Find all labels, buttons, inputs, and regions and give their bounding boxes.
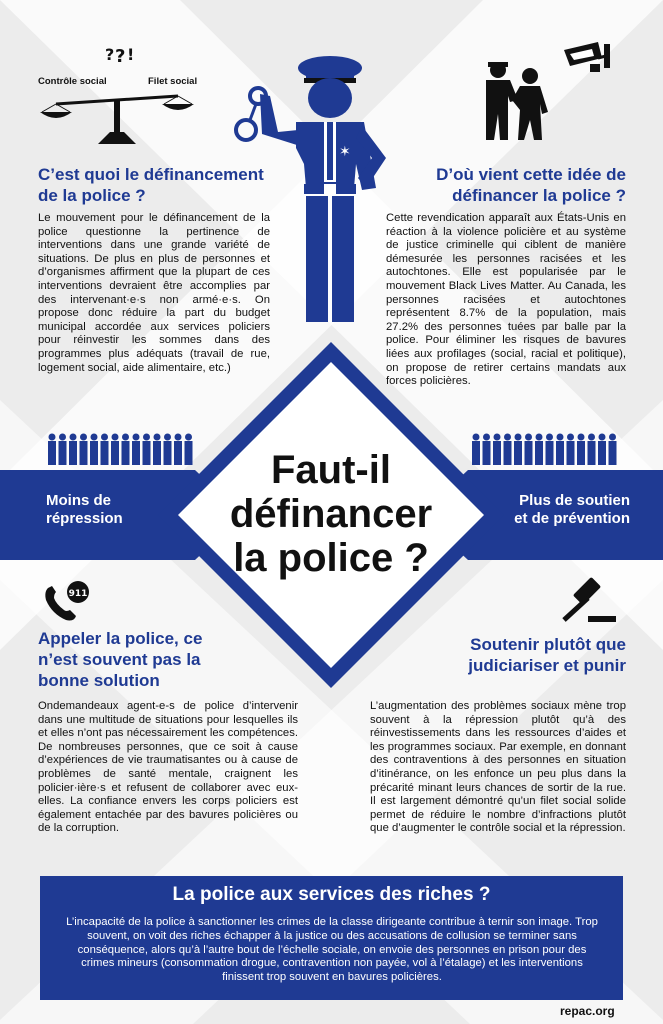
scale-left-label: Contrôle social: [38, 76, 107, 87]
riot-officer-head: [59, 434, 66, 441]
riot-officer-head: [567, 434, 574, 441]
left-band-line2: répression: [46, 510, 123, 527]
riot-officer-head: [494, 434, 501, 441]
riot-officer-head: [557, 434, 564, 441]
right-band-line2: et de prévention: [514, 510, 630, 527]
phone-911-badge: 911: [68, 589, 88, 599]
top-left-heading-line1: C’est quoi le définancement: [38, 165, 264, 184]
bottom-left-body: Ondemandeaux agent-e-s de police d’intervenir dans une multitude de situations pour lesquelles ils et elles n’ont pas nécessairement les compétences. De nombreuses personnes, que ce soit à cause d’expériences de vie traumatisantes ou à cause de problèmes de santé mentale, craignent les policier·ière·s et refusent de collaborer avec eux-elles. La confiance envers les corps policiers est également entachée par des bavures policières ou de la corruption.: [38, 700, 298, 835]
riot-officer-head: [133, 434, 140, 441]
riot-police-row-left-icon: [46, 432, 196, 466]
svg-text:✶: ✶: [339, 144, 351, 160]
left-band-line1: Moins de: [46, 492, 112, 509]
riot-officer-body: [483, 441, 491, 465]
riot-officer-body: [525, 441, 533, 465]
handcuffs-icon: [232, 86, 268, 146]
riot-officer-head: [546, 434, 553, 441]
top-right-heading-line2: définancer la police ?: [452, 186, 626, 205]
riot-officer-head: [122, 434, 129, 441]
left-band-label: [46, 492, 196, 528]
riot-officer-body: [143, 441, 151, 465]
riot-officer-body: [132, 441, 140, 465]
riot-officer-body: [80, 441, 88, 465]
security-camera-icon: [562, 40, 612, 82]
riot-officer-head: [525, 434, 532, 441]
riot-officer-head: [515, 434, 522, 441]
riot-officer-body: [48, 441, 56, 465]
riot-officer-head: [91, 434, 98, 441]
riot-officer-body: [111, 441, 119, 465]
riot-officer-head: [504, 434, 511, 441]
riot-officer-body: [185, 441, 193, 465]
riot-officer-body: [546, 441, 554, 465]
riot-officer-head: [49, 434, 56, 441]
riot-officer-body: [164, 441, 172, 465]
riot-officer-head: [175, 434, 182, 441]
gavel-icon: [558, 576, 620, 626]
top-right-body: Cette revendication apparaît aux États-Unis en réaction à la violence policière et au système de justice criminelle qui ciblent de manière démesurée les personnes racisées et les autochtones. Elle est popularisée par le mouvement Black Lives Matter. Au Canada, les personnes racisées et autochtones représentent 8.7% de la population, mais 27.2% des personnes tuées par balle par la police. Pour éliminer les risques de bavures liées aux profilages (social, racial et politique), on propose de retirer certains mandats aux forces policières.: [386, 212, 626, 388]
arrest-icon: [480, 60, 556, 144]
right-band-line1: Plus de soutien: [519, 492, 630, 509]
riot-officer-body: [59, 441, 67, 465]
riot-officer-body: [609, 441, 617, 465]
riot-officer-body: [90, 441, 98, 465]
bottom-right-heading-line2: judiciariser et punir: [468, 656, 626, 675]
bottom-right-body: L’augmentation des problèmes sociaux mène trop souvent à la répression plutôt qu’à des réinvestissements dans les ressources d’aides et les programmes sociaux. Par exemple, en donnant des contraventions à des personnes en situation d’itinérance, on les enfonce un peu plus dans la précarité minant leurs chances de sortir de la rue. Il est largement démontré qu’un filet social solide permet de réduire le nombre d’infractions plutôt que d’augmenter le contrôle social et la répression.: [370, 700, 626, 835]
riot-officer-body: [153, 441, 161, 465]
scale-right-label: Filet social: [148, 76, 198, 87]
riot-officer-body: [535, 441, 543, 465]
top-left-body: Le mouvement pour le définancement de la police questionne la pertinence de interventions dans une grande variété de situations. De plus en plus de personnes et d’organismes affirment que la plupart de ces interventions devraient être accomplies par des intervenant·e·s non armé·e·s. On propose donc réduire la part du budget municipal accordée aux services policiers pour réinvestir les sommes dans des programmes plus adéquats (travail de rue, logement social, aide alimentaire, etc.): [38, 212, 270, 374]
banner-body: L’incapacité de la police à sanctionner les crimes de la classe dirigeante contribue à ternir son image. Trop souvent, on voit des riches échapper à la justice ou des accusations de collusion se terminer sans conséquence, alors qu’à l’autre bout de l’échelle sociale, on envoie des personnes en prison pour des crimes mineurs (consommation drogue, contravention non payée, vol à l’étalage) et les interventions finissent trop souvent en bavures policières.: [66, 916, 598, 984]
phone-911-icon: [42, 580, 92, 622]
riot-officer-body: [567, 441, 575, 465]
riot-officer-head: [154, 434, 161, 441]
riot-officer-head: [164, 434, 171, 441]
riot-officer-head: [536, 434, 543, 441]
riot-officer-body: [101, 441, 109, 465]
riot-officer-body: [556, 441, 564, 465]
riot-police-row-right-icon: [470, 432, 620, 466]
svg-text:?: ?: [105, 45, 115, 64]
center-title-line2: définancer: [229, 492, 433, 536]
top-right-heading: [400, 164, 626, 206]
riot-officer-head: [185, 434, 192, 441]
police-officer-icon: [226, 38, 406, 330]
riot-officer-head: [143, 434, 150, 441]
top-left-heading-line2: de la police ?: [38, 186, 146, 205]
svg-text:!: !: [127, 45, 135, 64]
bottom-left-heading-line1: Appeler la police, ce: [38, 629, 203, 648]
riot-officer-head: [80, 434, 87, 441]
riot-officer-body: [174, 441, 182, 465]
riot-officer-head: [101, 434, 108, 441]
bottom-right-heading: [410, 634, 626, 676]
riot-officer-head: [588, 434, 595, 441]
riot-officer-head: [609, 434, 616, 441]
riot-officer-body: [504, 441, 512, 465]
center-title-line3: la police ?: [233, 536, 429, 580]
riot-officer-body: [69, 441, 77, 465]
riot-officer-body: [122, 441, 130, 465]
riot-officer-body: [514, 441, 522, 465]
riot-officer-head: [112, 434, 119, 441]
question-exclamation-icon: [104, 40, 136, 66]
bottom-left-heading-line2: n’est souvent pas la: [38, 650, 201, 669]
balance-scale-icon: [38, 88, 198, 146]
riot-officer-body: [493, 441, 501, 465]
bottom-right-heading-line1: Soutenir plutôt que: [470, 635, 626, 654]
riot-officer-body: [588, 441, 596, 465]
top-right-heading-line1: D’où vient cette idée de: [436, 165, 626, 184]
riot-officer-head: [70, 434, 77, 441]
riot-officer-head: [599, 434, 606, 441]
footer-site[interactable]: repac.org: [560, 1004, 615, 1018]
riot-officer-body: [577, 441, 585, 465]
riot-officer-head: [483, 434, 490, 441]
center-title-line1: Faut-il: [271, 448, 391, 492]
center-title: [211, 448, 451, 580]
banner-title: La police aux services des riches ?: [172, 884, 491, 905]
right-band-label: [470, 492, 630, 528]
svg-text:?: ?: [115, 46, 126, 66]
riot-officer-head: [578, 434, 585, 441]
riot-officer-body: [472, 441, 480, 465]
bottom-left-heading-line3: bonne solution: [38, 671, 160, 690]
bottom-left-heading: [38, 628, 258, 691]
riot-officer-head: [473, 434, 480, 441]
riot-officer-body: [598, 441, 606, 465]
